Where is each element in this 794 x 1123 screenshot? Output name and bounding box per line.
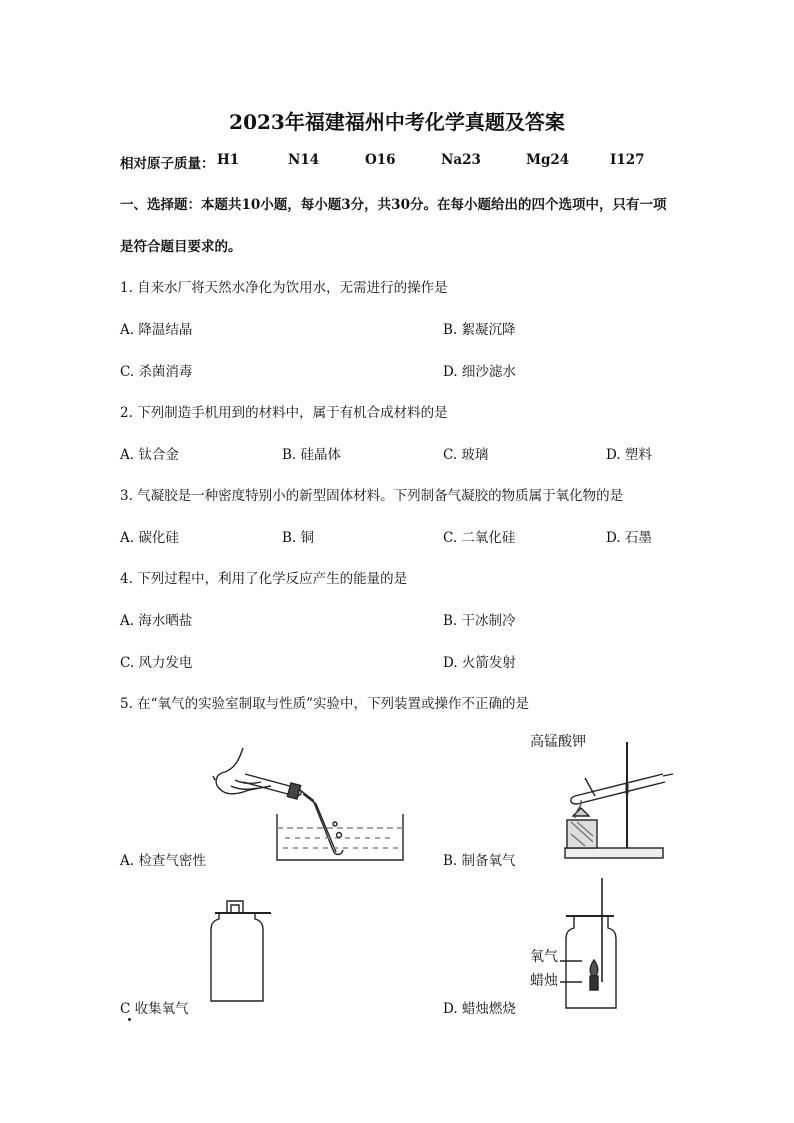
atomic-mass-label: 相对原子质量：	[120, 156, 215, 172]
question-3-option-d: D. 石墨	[606, 530, 652, 546]
question-3-option-b: B. 铜	[282, 530, 315, 546]
figure-d-label-oxygen: 氧气	[530, 949, 558, 965]
question-3-stem: 3. 气凝胶是一种密度特别小的新型固体材料。下列制备气凝胶的物质属于氧化物的是	[120, 488, 624, 504]
page-title: 2023年福建福州中考化学真题及答案	[229, 110, 565, 134]
question-3-option-c: C. 二氧化硅	[443, 530, 516, 546]
figure-a-airtightness-check	[205, 740, 405, 865]
figure-b-oxygen-preparation	[545, 738, 675, 863]
question-1-option-b: B. 絮凝沉降	[443, 322, 516, 338]
question-5-option-a: A. 检查气密性	[120, 853, 206, 869]
atomic-mass-i: I127	[610, 152, 645, 168]
question-1-option-d: D. 细沙滤水	[443, 364, 516, 380]
question-5-option-d: D. 蜡烛燃烧	[443, 1001, 516, 1017]
section-heading-line1: 一、选择题：本题共10小题，每小题3分，共30分。在每小题给出的四个选项中，只有一项	[120, 197, 667, 213]
page-dot	[128, 1018, 131, 1021]
atomic-mass-o: O16	[365, 152, 396, 168]
question-5-option-c: C 收集氧气	[120, 1001, 189, 1017]
question-4-option-a: A. 海水晒盐	[120, 613, 193, 629]
atomic-mass-n: N14	[288, 152, 320, 168]
question-4-option-d: D. 火箭发射	[443, 655, 516, 671]
figure-d-candle-burning	[560, 878, 620, 1013]
question-2-option-c: C. 玻璃	[443, 447, 489, 463]
atomic-mass-h: H1	[217, 152, 240, 168]
question-2-option-a: A. 钛合金	[120, 447, 179, 463]
question-1-stem: 1. 自来水厂将天然水净化为饮用水，无需进行的操作是	[120, 280, 448, 296]
atomic-mass-na: Na23	[441, 152, 481, 168]
question-2-stem: 2. 下列制造手机用到的材料中，属于有机合成材料的是	[120, 405, 448, 421]
question-5-stem: 5. 在“氧气的实验室制取与性质”实验中，下列装置或操作不正确的是	[120, 696, 529, 712]
question-1-option-c: C. 杀菌消毒	[120, 364, 193, 380]
section-heading-line2: 是符合题目要求的。	[120, 239, 242, 255]
figure-d-label-candle: 蜡烛	[530, 973, 558, 989]
question-1-option-a: A. 降温结晶	[120, 322, 193, 338]
figure-c-gas-collection	[205, 895, 280, 1010]
question-5-option-b: B. 制备氧气	[443, 853, 516, 869]
atomic-mass-mg: Mg24	[526, 152, 570, 168]
figure-b-label: 高锰酸钾	[530, 734, 586, 750]
question-4-option-b: B. 干冰制冷	[443, 613, 516, 629]
question-4-stem: 4. 下列过程中，利用了化学反应产生的能量的是	[120, 571, 408, 587]
question-2-option-b: B. 硅晶体	[282, 447, 342, 463]
question-3-option-a: A. 碳化硅	[120, 530, 179, 546]
question-4-option-c: C. 风力发电	[120, 655, 193, 671]
question-2-option-d: D. 塑料	[606, 447, 652, 463]
